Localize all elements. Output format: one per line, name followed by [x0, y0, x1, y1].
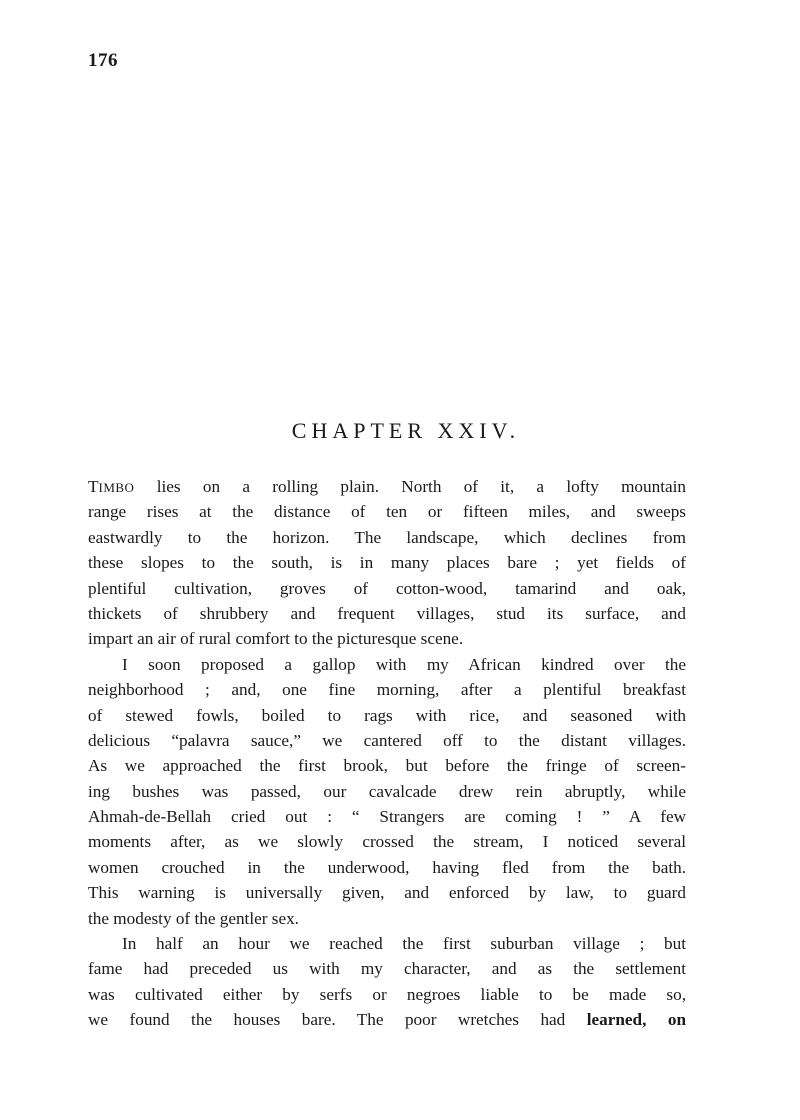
text-line: these slopes to the south, is in many places bare ; yet fields of — [88, 553, 686, 573]
page-number: 176 — [88, 50, 118, 71]
text-fragment: we found the houses bare. The poor wretches had — [88, 1010, 587, 1030]
text-line: This warning is universally given, and enforced by law, to guard — [88, 883, 686, 903]
chapter-body — [88, 474, 686, 1033]
text-fragment: lies on a rolling plain. North of it, a lofty mountain — [134, 477, 686, 496]
text-line: fame had preceded us with my character, and as the settlement — [88, 959, 686, 979]
text-fragment-bold: learned, on — [586, 1010, 686, 1030]
text-line: neighborhood ; and, one fine morning, after a plentiful breakfast — [88, 680, 686, 700]
text-line: Ahmah-de-Bellah cried out : “ Strangers are coming ! ” A few — [88, 807, 686, 827]
text-line: women crouched in the underwood, having fled from the bath. — [88, 857, 686, 877]
text-line: moments after, as we slowly crossed the stream, I noticed several — [88, 832, 686, 852]
text-line: As we approached the first brook, but before the fringe of screen- — [88, 756, 686, 776]
text-line: of stewed fowls, boiled to rags with rice, and seasoned with — [88, 705, 686, 725]
text-line: delicious “palavra sauce,” we cantered off to the distant villages. — [88, 730, 686, 750]
text-line: ing bushes was passed, our cavalcade drew rein abruptly, while — [88, 781, 686, 801]
text-line: the modesty of the gentler sex. — [88, 908, 299, 928]
text-line: thickets of shrubbery and frequent villages, stud its surface, and — [88, 603, 686, 623]
text-line: I soon proposed a gallop with my African kindred over the — [122, 654, 686, 674]
chapter-title: CHAPTER XXIV. — [291, 418, 521, 443]
text-line: eastwardly to the horizon. The landscape, which declines from — [88, 527, 686, 547]
text-line: In half an hour we reached the first suburban village ; but — [122, 934, 686, 954]
small-caps-initial: T — [88, 477, 99, 496]
text-line: was cultivated either by serfs or negroes liable to be made so, — [88, 984, 686, 1004]
text-line: impart an air of rural comfort to the picturesque scene. — [88, 629, 464, 649]
text-line — [88, 474, 686, 499]
text-line: plentiful cultivation, groves of cotton-wood, tamarind and oak, — [88, 578, 686, 598]
small-caps-word: IMBO — [98, 480, 135, 495]
text-line: range rises at the distance of ten or fifteen miles, and sweeps — [88, 502, 686, 522]
text-line — [88, 1007, 686, 1032]
